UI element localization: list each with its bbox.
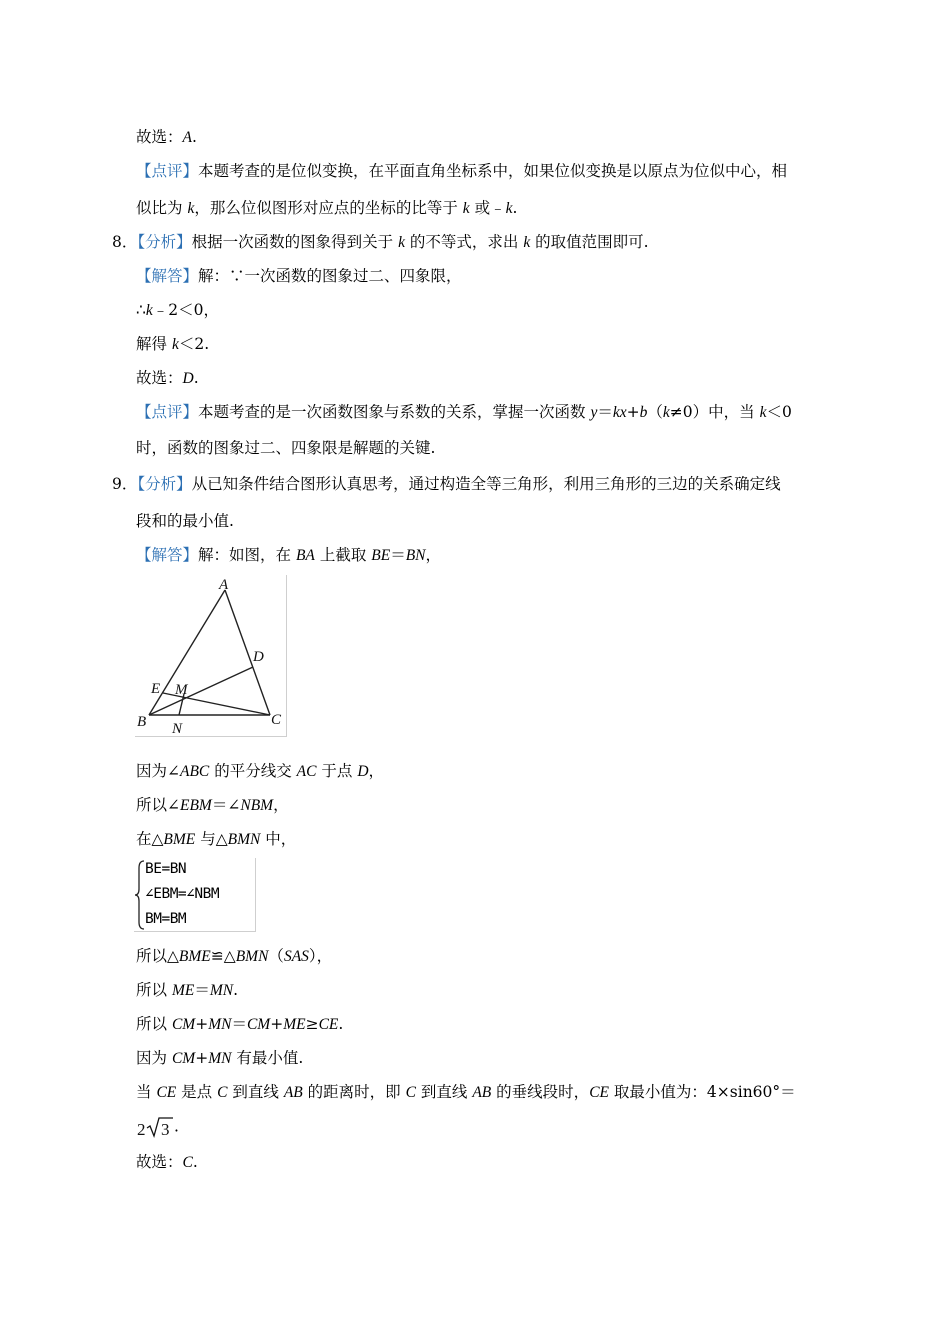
label-N: N xyxy=(172,721,183,737)
solution-step-2: 解得 k＜2. xyxy=(136,335,210,353)
solution-step-8: 所以 CM+MN＝CM+ME≥CE. xyxy=(136,1015,344,1033)
solution-tag: 【解答】 xyxy=(136,546,199,564)
condition-1: BE=BN xyxy=(145,861,187,877)
sqrt-expression: 2 3 . xyxy=(136,1115,179,1139)
triangle-diagram xyxy=(135,575,287,737)
solution-tag: 【解答】 xyxy=(136,267,199,285)
comment-line-7-cont: 似比为 k，那么位似图形对应点的坐标的比等于 k 或﹣k. xyxy=(136,199,518,217)
solution-step-3: 因为∠ABC 的平分线交 AC 于点 D， xyxy=(136,762,385,780)
condition-2: ∠EBM=∠NBM xyxy=(145,886,220,902)
answer-line-9: 故选：C. xyxy=(136,1153,198,1171)
solution-line-9: 【解答】解：如图，在 BA 上截取 BE＝BN， xyxy=(136,546,442,564)
triangle-figure xyxy=(135,575,287,737)
solution-step-4: 所以∠EBM＝∠NBM， xyxy=(136,796,289,814)
sqrt-result xyxy=(136,1115,174,1139)
analysis-tag: 【分析】 xyxy=(137,233,192,251)
comment-line-8: 【点评】本题考查的是一次函数图象与系数的关系，掌握一次函数 y＝kx+b（k≠0）中，当 k＜0 xyxy=(136,403,792,421)
question-8-analysis: 8．【分析】根据一次函数的图象得到关于 k 的不等式，求出 k 的取值范围即可. xyxy=(112,233,649,251)
label-D: D xyxy=(253,649,264,665)
comment-line-8-cont: 时，函数的图象过二、四象限是解题的关键. xyxy=(136,439,436,457)
solution-step-7: 所以 ME＝MN. xyxy=(136,981,239,999)
label-B: B xyxy=(137,714,147,730)
label-A: A xyxy=(219,577,229,593)
analysis-line-9-cont: 段和的最小值. xyxy=(136,512,234,530)
label-M: M xyxy=(175,682,188,698)
question-9-analysis: 9．【分析】从已知条件结合图形认真思考，通过构造全等三角形，利用三角形的三边的关系确定线 xyxy=(112,475,781,493)
solution-step-5: 在△BME 与△BMN 中， xyxy=(136,830,297,848)
solution-step-1: ∴k﹣2＜0， xyxy=(136,301,219,319)
solution-step-9: 因为 CM+MN 有最小值. xyxy=(136,1049,304,1067)
answer-line-8: 故选：D. xyxy=(136,369,199,387)
solution-step-10: 当 CE 是点 C 到直线 AB 的距离时，即 C 到直线 AB 的垂线段时，CE 取最小值为：4×sin60°＝ xyxy=(136,1083,796,1101)
sqrt-coefficient: 2 xyxy=(137,1120,146,1139)
comment-line-7: 【点评】本题考查的是位似变换，在平面直角坐标系中，如果位似变换是以原点为位似中心，相 xyxy=(136,162,788,180)
comment-tag: 【点评】 xyxy=(136,403,199,421)
comment-tag: 【点评】 xyxy=(136,162,199,180)
condition-3: BM=BM xyxy=(145,911,187,927)
congruence-system xyxy=(134,858,256,932)
sqrt-radicand: 3 xyxy=(161,1120,170,1139)
solution-line-8: 【解答】解：∵一次函数的图象过二、四象限， xyxy=(136,267,462,285)
answer-line-7: 故选：A. xyxy=(136,128,197,146)
label-C: C xyxy=(271,712,282,728)
solution-step-6: 所以△BME≌△BMN（SAS）， xyxy=(136,947,333,965)
analysis-tag: 【分析】 xyxy=(137,475,192,493)
label-E: E xyxy=(151,681,161,697)
